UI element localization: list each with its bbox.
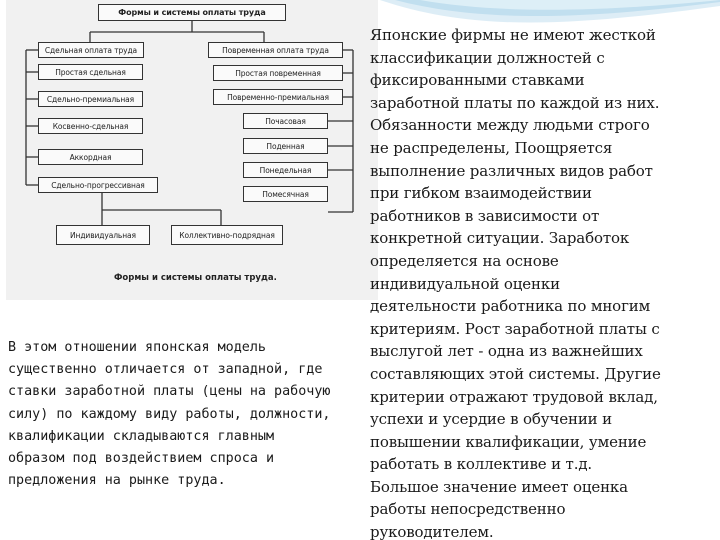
diagram-right-item: Помесячная xyxy=(243,186,328,202)
left-paragraph: В этом отношении японская модель существенно отличается от западной, где ставки заработной платы (цены на рабочую силу) по каждому виду работы, должности, квалификации складываются главным образом под воздействием спроса и предложения на рынке труда. xyxy=(8,340,331,489)
pay-systems-diagram xyxy=(6,0,378,300)
diagram-right-item: Поденная xyxy=(243,138,328,154)
diagram-right-item: Повременно-премиальная xyxy=(213,89,343,105)
diagram-top-box: Формы и системы оплаты труда xyxy=(98,4,286,21)
diagram-left-item: Простая сдельная xyxy=(38,64,143,80)
diagram-left-item: Косвенно-сдельная xyxy=(38,118,143,134)
diagram-right-item: Простая повременная xyxy=(213,65,343,81)
diagram-caption: Формы и системы оплаты труда. xyxy=(114,273,277,283)
diagram-left-item: Сдельно-прогрессивная xyxy=(38,177,158,193)
diagram-bottom-left: Индивидуальная xyxy=(56,225,150,245)
diagram-left-item: Сдельно-премиальная xyxy=(38,91,143,107)
diagram-right-item: Почасовая xyxy=(243,113,328,129)
right-paragraph: Японские фирмы не имеют жесткой классификации должностей с фиксированными ставками заработной платы по каждой из них. Обязанности между людьми строго не распределены, Поощряется выполнение различных видов работ при гибком взаимодействии работников в зависимости от конкретной ситуации. Заработок определяется на основе индивидуальной оценки деятельности работника по многим критериям. Рост заработной платы с выслугой лет - одна из важнейших составляющих этой системы. Другие критерии отражают трудовой вклад, успехи и усердие в обучении и повышении квалификации, умение работать в коллективе и т.д. Большое значение имеет оценка работы непосредственно руководителем. xyxy=(370,26,661,540)
diagram-bottom-right: Коллективно-подрядная xyxy=(171,225,283,245)
diagram-left-head: Сдельная оплата труда xyxy=(38,42,144,58)
diagram-left-item: Аккордная xyxy=(38,149,143,165)
diagram-right-head: Повременная оплата труда xyxy=(208,42,343,58)
diagram-right-item: Понедельная xyxy=(243,162,328,178)
